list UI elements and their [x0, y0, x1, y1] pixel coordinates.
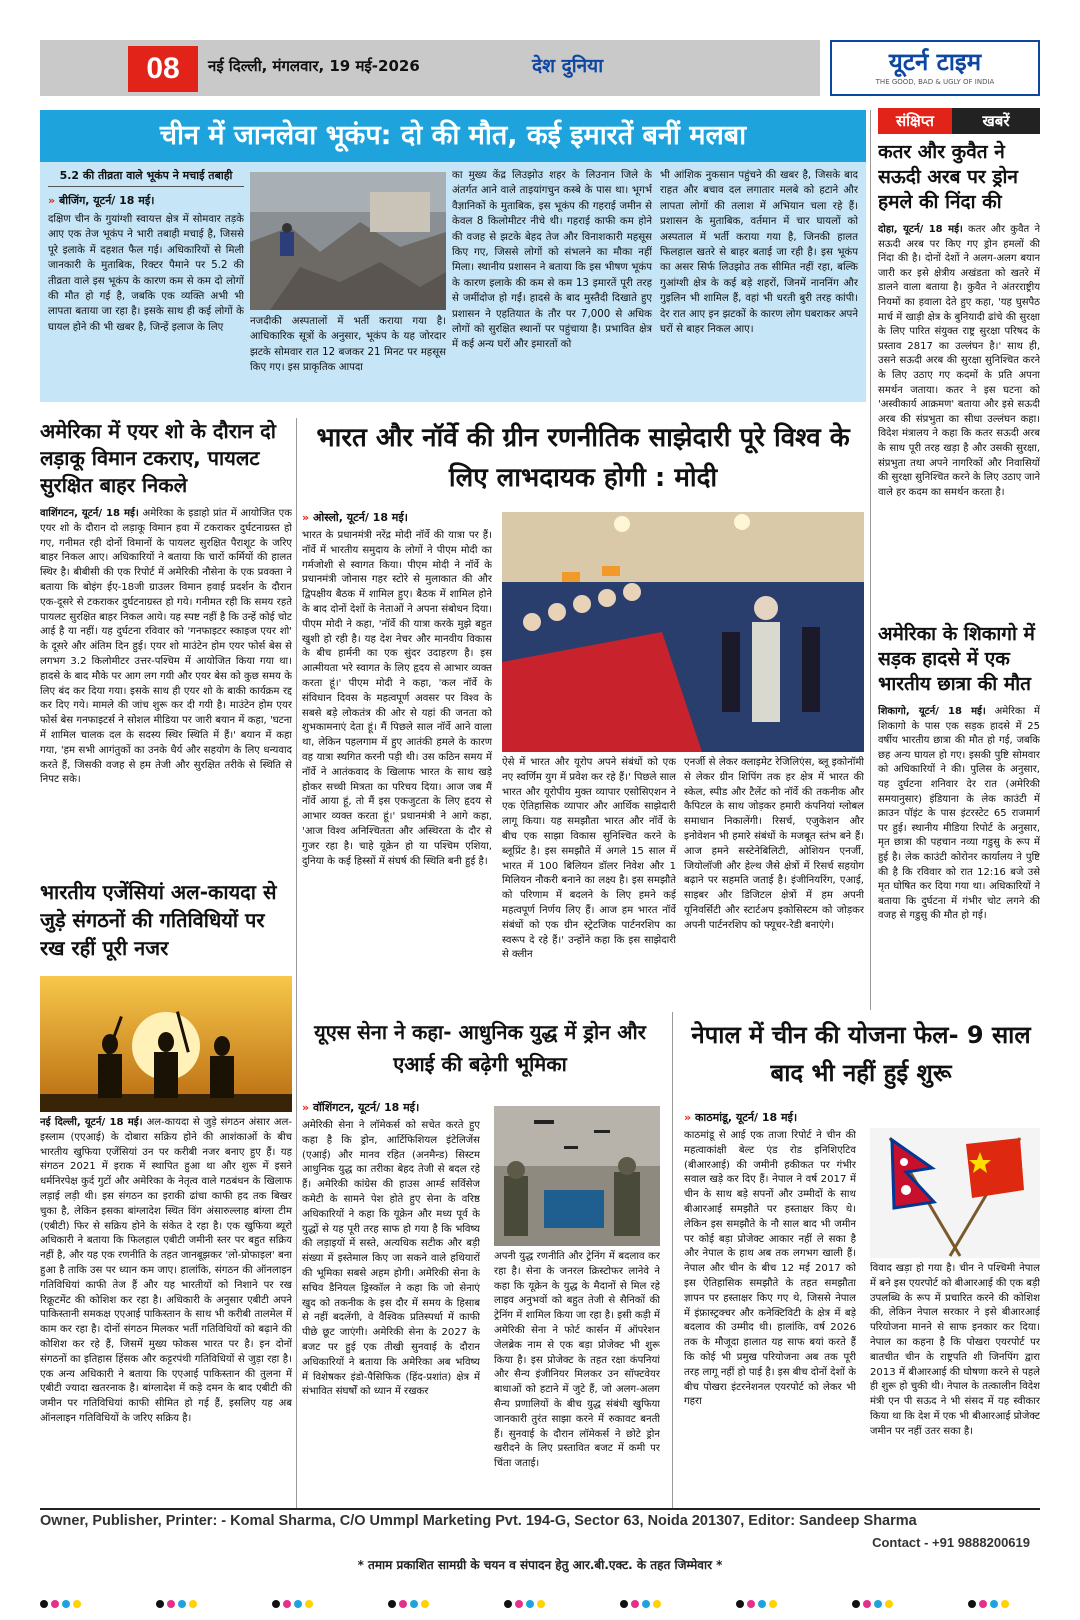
masthead — [40, 40, 1040, 96]
army-dateline: » वॉशिंगटन, यूटर्न/ 18 मई। — [302, 1101, 420, 1114]
airshow-headline: अमेरिका में एयर शो के दौरान दो लड़ाकू विमान टकराए, पायलट सुरक्षित बाहर निकले — [40, 419, 276, 497]
brand-logo — [830, 40, 1040, 96]
column-divider — [870, 110, 871, 1010]
lead-subhead: 5.2 की तीव्रता वाले भूकंप ने मचाई तबाही — [48, 168, 244, 187]
nepal-column-1 — [684, 1110, 856, 1506]
modi-dateline: » ओस्लो, यूटर्न/ 18 मई। — [302, 511, 408, 524]
lead-column-2 — [250, 314, 446, 400]
soldiers-drones-photo — [494, 1106, 660, 1246]
issue-date: नई दिल्ली, मंगलवार, 19 मई-2026 — [208, 57, 420, 75]
lead-text-1: दक्षिण चीन के गुयांग्शी स्वायत्त क्षेत्र में सोमवार तड़के आए एक तेज भूकंप ने भारी तबाही मचाई है, जिससे पूरे इलाके में दहशत फैल गई। अधिकारियों से मिली जानकारी के मुताबिक, रिक्टर पैमाने पर 5.2 की तीव्रता वाले इस भूकंप के कारण कम से कम दो लोगों की मौत हो गई है, जबकि एक व्यक्ति अभी भी लापता बताया जा रहा है। इसके साथ ही कई लोगों के घायल होने की भी खबर है, जिन्हें इलाज के लिए — [48, 214, 244, 333]
army-column-2 — [494, 1250, 660, 1506]
nepal-headline: नेपाल में चीन की योजना फेल- 9 साल बाद भी नहीं हुई शुरू — [691, 1021, 1031, 1087]
story-airshow — [40, 418, 292, 880]
lead-story — [40, 110, 866, 402]
nepal-china-flags-photo — [870, 1128, 1040, 1258]
army-text-2: अपनी युद्ध रणनीति और ट्रेनिंग में बदलाव कर रहा है। सेना के जनरल क्रिस्टोफर लानेवे ने कहा कि यूक्रेन के युद्ध के मैदानों से मिल रहे लाइव अनुभवों को बहुत तेजी से सैनिकों की ट्रेनिंग में शामिल किया जा रहा है। इसी कड़ी में अमेरिकी सेना ने फोर्ट कार्सन में ऑपरेशन जेलब्रेक नाम से एक बड़ा प्रोजेक्ट भी शुरू किया है। इस प्रोजेक्ट के तहत रक्षा कंपनियां और सैन्य इंजीनियर मिलकर उन सॉफ्टवेयर बाधाओं को हटाने में जुटे हैं, जो अलग-अलग सैन्य प्रणालियों के बीच युद्ध संबंधी खुफिया जानकारी तुरंत साझा करने में रुकावट बनती हैं। सुनवाई के दौरान लॉमेकर्स ने छोटे ड्रोन खरीदने के लिए प्रस्तावित बजट में कमी पर चिंता जताई। — [494, 1251, 660, 1470]
army-column-1 — [302, 1100, 480, 1506]
brief-chicago — [878, 622, 1040, 1004]
brief-qatar-headline: कतर और कुवैत ने सऊदी अरब पर ड्रोन हमले की निंदा की — [878, 141, 1018, 213]
column-divider — [672, 1012, 673, 1508]
brief-chicago-headline: अमेरिका के शिकागो में सड़क हादसे में एक भारतीय छात्रा की मौत — [878, 623, 1035, 695]
lead-text-4: भी आंशिक नुकसान पहुंचने की खबर है, जिसके बाद राहत और बचाव दल लगातार मलबे को हटाने और लापता लोगों की तलाश में अभियान चला रहे हैं। प्रशासन के मुताबिक, वर्तमान में चार घायलों को अस्पताल में भर्ती कराया गया है, जिनकी हालत फिलहाल खतरे से बाहर बताई जा रही है। इस भूकंप का असर सिर्फ लिउझोउ तक सीमित नहीं रहा, बल्कि गुआंग्शी क्षेत्र के कई बड़े शहरों, जिनमें नाननिंग और गुइलिन भी शामिल हैं, वहां भी धरती बुरी तरह कांपी। देर रात आए इन झटकों के कारण लोग घबराकर अपने घरों से बाहर निकल आए। — [660, 170, 858, 336]
lead-text-2: नजदीकी अस्पतालों में भर्ती कराया गया है। आधिकारिक सूत्रों के अनुसार, भूकंप के यह जोरदार झटके सोमवार रात 12 बजकर 21 मिनट पर महसूस किए गए। इस प्राकृतिक आपदा — [250, 316, 446, 374]
story-alqaeda — [40, 1116, 292, 1506]
brief-qatar — [878, 140, 1040, 620]
brief-news-tag — [878, 108, 1040, 134]
footer-rule — [40, 1508, 1040, 1510]
army-headline: यूएस सेना ने कहा- आधुनिक युद्ध में ड्रोन और एआई की बढ़ेगी भूमिका — [314, 1020, 646, 1076]
nepal-dateline: » काठमांडू, यूटर्न/ 18 मई। — [684, 1111, 798, 1124]
modi-text-3: एनर्जी से लेकर क्लाइमेट रेजिलिएंस, ब्लू इकोनॉमी से लेकर ग्रीन शिपिंग तक हर क्षेत्र में भारत की स्केल, स्पीड और टैलेंट को नॉर्वे की तकनीक और कैपिटल के साथ जोड़कर हमारी कंपनियां ग्लोबल समाधान निकालेंगी। रिसर्च, एजुकेशन और इनोवेशन भी हमारे संबंधों के मजबूत स्तंभ बने हैं। आज हमने सस्टेनेबिलिटी, ओशियन एनर्जी, जियोलॉजी और हेल्थ जैसे क्षेत्रों में रिसर्च सहयोग बढ़ाने पर सहमति जताई है। इंजीनियरिंग, एआई, साइबर और डिजिटल क्षेत्रों में हम अपनी यूनिवर्सिटी और स्टार्टअप इकोसिस्टम को जोड़कर अपनी पार्टनरशिप को फ्यूचर-रेडी बनाएंगे। — [684, 757, 864, 931]
nepal-text-1: काठमांडू से आई एक ताजा रिपोर्ट ने चीन की महत्वाकांक्षी बेल्ट एंड रोड इनिशिएटिव (बीआरआई) की जमीनी हकीकत पर गंभीर सवाल खड़े कर दिए हैं। नेपाल ने वर्ष 2017 में चीन के साथ बड़े सपनों और उम्मीदों के साथ बीआरआई समझौते पर हस्ताक्षर किए थे। लेकिन इस समझौते के नौ साल बाद भी जमीन पर कोई बड़ा प्रोजेक्ट आकार नहीं ले सका है और नेपाल के हाथ अब तक लगभग खाली हैं। नेपाल और चीन के बीच 12 मई 2017 को इस ऐतिहासिक समझौते के तहत समझौता ज्ञापन पर हस्ताक्षर किए गए थे, जिससे नेपाल में इंफ्रास्ट्रक्चर और कनेक्टिविटी के क्षेत्र में बड़े बदलाव की उम्मीद थी। हालांकि, वर्ष 2026 तक के मौजूदा हालात यह साफ बयां करते हैं कि कोई भी प्रमुख परियोजना अब तक पूरी तरह लागू नहीं हो पाई है। इस बीच दोनों देशों के बीच पोखरा इंटरनेशनल एयरपोर्ट को लेकर भी गहरा — [684, 1130, 856, 1408]
modi-column-1 — [302, 510, 492, 1004]
nepal-text-2: विवाद खड़ा हो गया है। चीन ने पश्चिमी नेपाल में बने इस एयरपोर्ट को बीआरआई की एक बड़ी उपलब्धि के रूप में प्रचारित करने की कोशिश की, लेकिन नेपाल सरकार ने इसे बीआरआई परियोजना मानने से साफ इनकार कर दिया। नेपाल का कहना है कि पोखरा एयरपोर्ट पर बातचीत चीन के राष्ट्रपति शी जिनपिंग द्वारा 2013 में बीआरआई की घोषणा करने से पहले ही शुरू हो चुकी थी। नेपाल के तत्कालीन विदेश मंत्री एन पी सऊद ने भी संसद में यह स्वीकार किया था कि देश में एक भी बीआरआई प्रोजेक्ट जमीन पर नहीं उतर सका है। — [870, 1263, 1040, 1437]
brand-tagline: THE GOOD, BAD & UGLY OF INDIA — [875, 78, 995, 86]
alqaeda-text: नई दिल्ली, यूटर्न/ 18 मई। अल-कायदा से जुड़े संगठन अंसार अल-इस्लाम (एएआई) के दोबारा सक्रिय होने की आशंकाओं के बीच भारतीय खुफिया एजेंसियां उन पर करीबी नजर बनाए हुए हैं। यह संगठन 2021 में इराक में स्थापित हुआ था और शुरू में इसने धर्मनिरपेक्ष कुर्द गुटों और अमेरिका के नेतृत्व वाले गठबंधन के खिलाफ लड़ाई लड़ी थी। इस संगठन का इराकी ढांचा काफी हद तक बिखर चुका है, लेकिन इसका बांग्लादेश स्थित विंग अंसारुल्लाह बांग्ला टीम (एबीटी) फिर से सक्रिय होने के संकेत दे रहा है। एक खुफिया ब्यूरो अधिकारी ने बताया कि फिलहाल एबीटी जमीनी स्तर पर बहुत सक्रिय नहीं है, और यह एक रणनीति के तहत जानबूझकर 'लो-प्रोफाइल' बना हुआ है ताकि उस पर ध्यान कम जाए। हालांकि, संगठन की ऑनलाइन गतिविधियां काफी तेज हैं और यह भारतीयों को निशाने पर रख रिक्रूटमेंट की कोशिश कर रहा है। अधिकारी के अनुसार एबीटी अपने पाकिस्तानी समकक्ष एएआई पाकिस्तान के साथ भी करीबी तालमेल में काम कर रहा है। दोनों संगठन मिलकर भर्ती गतिविधियों को बढ़ाने की कोशिश कर रहे हैं, जिसमें मुख्य फोकस भारत पर है। इन दोनों संगठनों का इतिहास हिंसक और कट्टरपंथी गतिविधियों से जुड़ा रहा है। एक अन्य अधिकारी ने बताया कि एएआई पाकिस्तान की तुलना में एबीटी ज्यादा खतरनाक है। बांग्लादेश में कड़े दमन के बाद एबीटी की जमीन पर गतिविधियां काफी सीमित हो गई हैं, इसलिए यह अब ऑनलाइन गतिविधियों के जरिए सक्रिय है। — [40, 1117, 292, 1424]
modi-headline: भारत और नॉर्वे की ग्रीन रणनीतिक साझेदारी पूरे विश्व के लिए लाभदायक होगी : मोदी — [316, 423, 850, 493]
modi-welcome-photo — [502, 512, 864, 752]
modi-text-1: भारत के प्रधानमंत्री नरेंद्र मोदी नॉर्वे की यात्रा पर हैं। नॉर्वे में भारतीय समुदाय के लोगों ने पीएम मोदी का गर्मजोशी से स्वागत किया। पीएम मोदी ने नॉर्वे के प्रधानमंत्री जोनास गहर स्टोरे से मुलाकात की और द्विपक्षीय बैठक में शामिल हुए। बैठक में शामिल होने के बाद दोनों देशों के नेताओं ने अपना संबोधन दिया। पीएम मोदी ने कहा, 'नॉर्वे की यात्रा करके मुझे बहुत खुशी हो रही है। यह देश नेचर और मानवीय विकास के बीच हार्मनी का एक सुंदर उदाहरण है। इस आत्मीयता भरे स्वागत के लिए हृदय से आभार व्यक्त करता हूं।' पीएम मोदी ने कहा, 'कल नॉर्वे के संविधान दिवस के महत्वपूर्ण अवसर पर विश्व के सबसे बड़े लोकतंत्र की ओर से यहां की जनता को शुभकामनाएं देता हूं। मैं पिछले साल नॉर्वे आने वाला था, लेकिन पहलगाम में हुए आतंकी हमले के कारण वह यात्रा स्थगित करनी पड़ी थी। उस कठिन समय में नॉर्वे ने आतंकवाद के खिलाफ भारत के साथ खड़े होकर सच्ची मित्रता का परिचय दिया। आज जब मैं नॉर्वे आया हूं, तो मैं इस एकजुटता के लिए हृदय से आभार व्यक्त करता हूं।' प्रधानमंत्री ने आगे कहा, 'आज विश्व अनिश्चितता और अस्थिरता के दौर से गुजर रहा है। चाहे यूक्रेन हो या पश्चिम एशिया, दुनिया के कई हिस्सों में संघर्ष की स्थिति बनी हुई है। — [302, 530, 492, 867]
lead-column-3 — [452, 168, 652, 400]
brief-qatar-text: दोहा, यूटर्न/ 18 मई। कतर और कुवैत ने सऊदी अरब पर किए गए ड्रोन हमलों की निंदा की है। दोनों देशों ने अलग-अलग बयान जारी कर इसे क्षेत्रीय अखंडता को खतरे में डालने वाला बताया है। कुवैत ने अंतरराष्ट्रीय नियमों का हवाला देते हुए कहा, 'यह घुसपैठ मार्च में खाड़ी क्षेत्र के बुनियादी ढांचे की सुरक्षा के लिए पारित संयुक्त राष्ट्र सुरक्षा परिषद के प्रस्ताव 2817 का उल्लंघन है।' साथ ही, उसने सऊदी अरब की सुरक्षा सुनिश्चित करने के लिए उठाए गए कदमों के प्रति अपना समर्थन जताया। कतर ने इस घटना को 'अस्वीकार्य आक्रमण' बताया और इसे सऊदी अरब की संप्रभुता का सीधा उल्लंघन कहा। विदेश मंत्रालय ने कहा कि कतर सऊदी अरब के साथ पूरी तरह खड़ा है और उसकी सुरक्षा, संप्रभुता तथा अपने नागरिकों और निवासियों की सुरक्षा सुनिश्चित करने के लिए उठाए जाने वाले हर कदम का समर्थन करता है। — [878, 224, 1040, 498]
imprint-line: Owner, Publisher, Printer: - Komal Sharma, C/O Ummpl Marketing Pvt. 194-G, Sector 63, Noida 201307, Editor: Sandeep Sharma — [40, 1513, 917, 1529]
color-registration-dots — [40, 1593, 1040, 1603]
column-divider — [296, 418, 297, 1508]
modi-column-3 — [684, 756, 864, 1004]
lead-text-3: का मुख्य केंद्र लिउझोउ शहर के लिउनान जिले के अंतर्गत आने वाले ताइयांगचुन कस्बे के पास था। भूगर्भ वैज्ञानिकों के मुताबिक, इस भूकंप की गहराई जमीन से केवल 8 किलोमीटर नीचे थी। गहराई काफी कम होने की वजह से झटके बेहद तेज और विनाशकारी महसूस किए गए, जिससे लोगों को संभलने का मौका नहीं मिला। स्थानीय प्रशासन ने बताया कि इस भीषण भूकंप के कारण इलाके की कम से कम 13 इमारतें पूरी तरह से जमींदोज हो गईं। हादसे के बाद मुस्तैदी दिखाते हुए प्रशासन ने एहतियात के तौर पर 7,000 से अधिक लोगों को सुरक्षित स्थानों पर पहुंचाया है। प्रभावित क्षेत्र में कई अन्य घरों और इमारतों को — [452, 170, 652, 351]
lead-headline: चीन में जानलेवा भूकंप: दो की मौत, कई इमारतें बनीं मलबा — [40, 110, 866, 162]
alqaeda-headline-text: भारतीय एजेंसियां अल-कायदा से जुड़े संगठनों की गतिविधियों पर रख रहीं पूरी नजर — [40, 880, 277, 960]
modi-column-2 — [502, 756, 676, 1004]
lead-dateline: » बीजिंग, यूटर्न/ 18 मई। — [48, 194, 155, 207]
militants-silhouette-photo — [40, 976, 292, 1112]
brand-name: यूटर्न टाइम — [888, 48, 982, 76]
army-text-1: अमेरिकी सेना ने लॉमेकर्स को सचेत करते हुए कहा है कि ड्रोन, आर्टिफिशियल इंटेलिजेंस (एआई) और मानव रहित (अनमैन्ड) सिस्टम आधुनिक युद्ध का तरीका बेहद तेजी से बदल रहे हैं। अमेरिकी कांग्रेस की हाउस आर्म्ड सर्विसेज कमेटी के सामने पेश होते हुए सेना के वरिष्ठ अधिकारियों ने कहा कि यूक्रेन और मध्य पूर्व के युद्धों से यह पूरी तरह साफ हो गया है कि भविष्य की लड़ाइयों में सस्ते, अत्यधिक सटीक और बड़ी संख्या में इस्तेमाल किए जा सकने वाले हथियारों की भूमिका सबसे अहम होगी। अमेरिकी सेना के सचिव डैनियल ड्रिस्कॉल ने कहा कि जो सेनाएं खुद को तकनीक के इस दौर में समय के हिसाब से नहीं बदलेंगी, वे वैश्विक प्रतिस्पर्धा में काफी पीछे छूट जाएंगी। अमेरिकी सेना के 2027 के बजट पर हुई एक तीखी सुनवाई के दौरान अधिकारियों ने बताया कि अमेरिका अब भविष्य में विशेषकर इंडो-पैसिफिक (हिंद-प्रशांत) क्षेत्र में संभावित संघर्षों को ध्यान में रखकर — [302, 1120, 480, 1398]
nepal-column-2 — [870, 1262, 1040, 1506]
page-number: 08 — [128, 46, 198, 92]
contact-line: Contact - +91 9888200619 — [872, 1535, 1030, 1550]
lead-column-1 — [48, 168, 244, 398]
brief-tag-a: संक्षिप्त — [878, 108, 952, 134]
brief-chicago-text: शिकागो, यूटर्न/ 18 मई। अमेरिका में शिकागो के पास एक सड़क हादसे में 25 वर्षीय भारतीय छात्रा की मौत हो गई, जबकि छह अन्य घायल हो गए। इसकी पुष्टि सोमवार को अधिकारियों ने की। पुलिस के अनुसार, यह दुर्घटना शनिवार देर रात (अमेरिकी समयानुसार) इंडियाना के लेक काउंटी में क्राउन पॉइंट के पास इंटरस्टेट 65 राजमार्ग पर हुई। स्थानीय मीडिया रिपोर्ट के अनुसार, मृत छात्रा की पहचान नव्या गडुसु के रूप में हुई है। लेक काउंटी कोरोनर कार्यालय ने पुष्टि की है कि रविवार को रात 12:16 बजे उसे मृत घोषित कर दिया गया था। अधिकारियों ने बताया कि दुर्घटना में गंभीर चोट लगने की वजह से गडुसु की मौत हो गई। — [878, 706, 1040, 922]
lead-column-4 — [660, 168, 858, 400]
disclaimer-line: * तमाम प्रकाशित सामग्री के चयन व संपादन हेतु आर.बी.एक्ट. के तहत जिम्मेवार * — [357, 1558, 723, 1572]
earthquake-rubble-photo — [250, 172, 446, 310]
section-name: देश दुनिया — [532, 55, 604, 77]
modi-text-2: ऐसे में भारत और यूरोप अपने संबंधों को एक नए स्वर्णिम युग में प्रवेश कर रहे हैं।' पिछले साल भारत और यूरोपीय मुक्त व्यापार एसोसिएशन ने एक ऐतिहासिक व्यापार और आर्थिक साझेदारी लागू किया। यह समझौता भारत और नॉर्वे के बीच एक साझा विकास सुनिश्चित करने के ब्लूप्रिंट है। इस समझौते में अगले 15 साल में भारत में 100 बिलियन डॉलर निवेश और 1 मिलियन नौकरी बनाने का लक्ष्य है। इस समझौते को परिणाम में बदलने के लिए हमने कई महत्वपूर्ण निर्णय लिए हैं। आज हम भारत नॉर्वे संबंधों को एक ग्रीन स्ट्रेटजिक पार्टनरशिप का स्वरूप दे रहे हैं।' उन्होंने कहा कि इस साझेदारी से क्लीन — [502, 757, 676, 961]
brief-tag-b: खबरें — [952, 108, 1040, 134]
airshow-text: वाशिंगटन, यूटर्न/ 18 मई। अमेरिका के इडाहो प्रांत में आयोजित एक एयर शो के दौरान दो लड़ाकू विमान हवा में टकराकर दुर्घटनाग्रस्त हो गए, गनीमत रही दोनों विमानों के पायलट सुरक्षित पैराशूट के जरिए बाहर निकल आए। अधिकारियों ने बताया कि चारों कर्मियों की हालत स्थिर है। बीबीसी की एक रिपोर्ट में अमेरिकी नौसेना के एक प्रवक्ता ने बताया कि बोइंग ईए-18जी ग्राउलर विमान हवाई प्रदर्शन के दौरान एक-दूसरे से टकराकर दुर्घटनाग्रस्त हो गये। गनीमत रही कि समय रहते पायलट सुरक्षित बाहर निकल आये। यह स्पष्ट नहीं है कि उन्हें कोई चोट आई है या नहीं। यह दुर्घटना रविवार को 'गनफाइटर स्काइज एयर शो' के दूसरे और अंतिम दिन हुई। एयर शो माउंटेन होम एयर फोर्स बेस से लगभग 3.2 किलोमीटर उत्तर-पश्चिम में आयोजित किया गया था। हादसे के बाद मौके पर आग लग गयी और एयर बेस को कुछ समय के लिए बंद कर दिया गया। इसके साथ ही एयर शो के बाकी कार्यक्रम रद्द कर दिए गये। मामले की जांच शुरू कर दी गयी है। माउंटेन होम एयर फोर्स बेस गनफाइटर्स ने सोशल मीडिया पर जारी बयान में कहा, 'घटना में शामिल चालक दल के सदस्य स्थिर स्थिति में हैं।' बयान में कहा गया, 'हम सभी आगंतुकों का उनके धैर्य और सहयोग के लिए धन्यवाद करते हैं, जिसकी वजह से हम तेजी और सुरक्षित तरीके से स्थिति से निपट सके। — [40, 508, 292, 786]
